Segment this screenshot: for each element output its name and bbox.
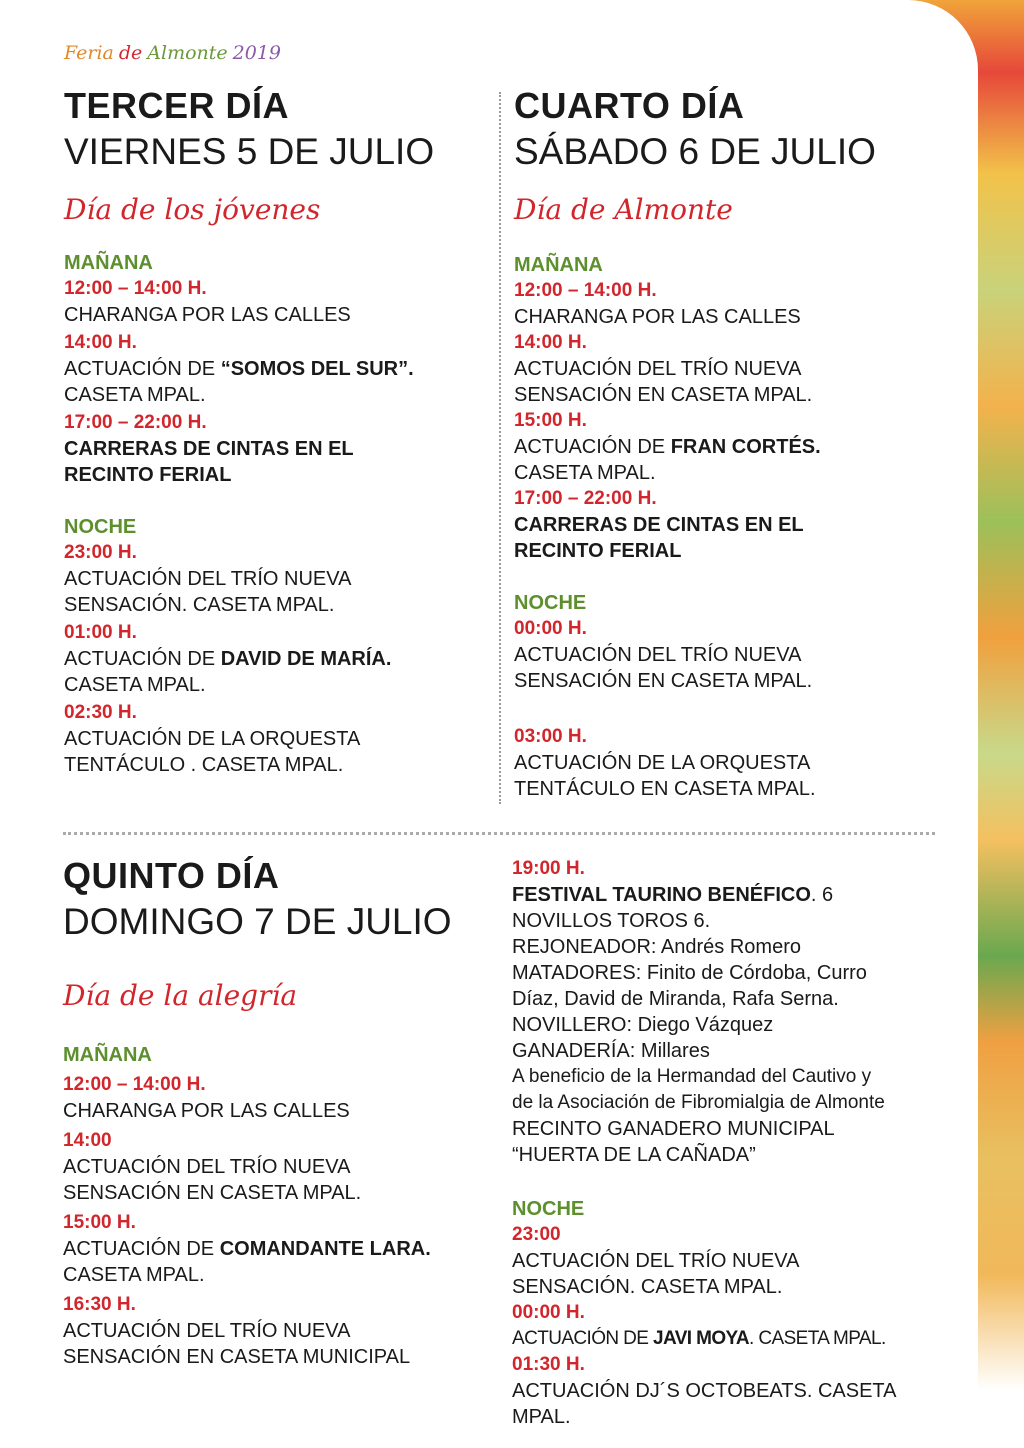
event-time: 03:00 H. [514, 726, 587, 747]
day3-column [64, 84, 484, 780]
event-time: 00:00 H. [512, 1302, 585, 1323]
day3-night-label: NOCHE [64, 516, 137, 538]
day3-subtitle: Día de los jóvenes [64, 193, 321, 226]
event-item [512, 1222, 952, 1300]
event-item [514, 616, 954, 694]
event-text: SENSACIÓN EN CASETA MPAL. [63, 1182, 362, 1204]
festival-event [512, 856, 952, 1168]
day4-column [514, 84, 954, 802]
event-text: SENSACIÓN. CASETA MPAL. [64, 594, 335, 616]
event-text [63, 1236, 493, 1262]
event-item [63, 1128, 493, 1206]
day4-morning-label: MAÑANA [514, 254, 603, 276]
festival-line: NOVILLOS TOROS 6. [512, 910, 711, 932]
event-time: 16:30 H. [63, 1294, 136, 1315]
festival-name: FESTIVAL TAURINO BENÉFICO [512, 884, 811, 906]
event-time: 17:00 – 22:00 H. [64, 412, 207, 433]
event-text: ACTUACIÓN DEL TRÍO NUEVA [514, 358, 802, 380]
day4-subtitle: Día de Almonte [514, 193, 733, 226]
event-time: 19:00 H. [512, 858, 585, 879]
event-text [512, 1326, 952, 1352]
event-time: 01:00 H. [64, 622, 137, 643]
event-text: SENSACIÓN EN CASETA MPAL. [514, 670, 813, 692]
header-word-2: de [118, 42, 143, 64]
festival-line: REJONEADOR: Andrés Romero [512, 936, 801, 958]
event-text: CHARANGA POR LAS CALLES [63, 1100, 350, 1122]
event-item [514, 330, 954, 408]
event-text-pre: ACTUACIÓN DE [63, 1238, 220, 1260]
festival-line: GANADERÍA: Millares [512, 1040, 710, 1062]
event-item [64, 330, 484, 408]
event-item [514, 724, 954, 802]
header-word-3: Almonte [147, 42, 228, 64]
event-time: 12:00 – 14:00 H. [64, 278, 207, 299]
event-item [514, 408, 954, 486]
event-text: MPAL. [512, 1406, 571, 1428]
festival-line: de la Asociación de Fibromialgia de Almonte [512, 1092, 885, 1113]
event-time: 15:00 H. [63, 1212, 136, 1233]
event-time: 23:00 H. [64, 542, 137, 563]
event-time: 02:30 H. [64, 702, 137, 723]
day5-date: DOMINGO 7 DE JULIO [63, 901, 452, 942]
event-time: 12:00 – 14:00 H. [514, 280, 657, 301]
event-text: ACTUACIÓN DJ´S OCTOBEATS. CASETA [512, 1380, 897, 1402]
day5-column [63, 854, 493, 1372]
event-time: 12:00 – 14:00 H. [63, 1074, 206, 1095]
day5-right-column [512, 856, 952, 1430]
event-item [63, 1210, 493, 1288]
event-performer: JAVI MOYA [653, 1328, 750, 1349]
event-time: 15:00 H. [514, 410, 587, 431]
event-text: SENSACIÓN EN CASETA MUNICIPAL [63, 1346, 411, 1368]
event-text-bold: RECINTO FERIAL [64, 464, 232, 486]
event-time: 00:00 H. [514, 618, 587, 639]
event-text: CHARANGA POR LAS CALLES [514, 306, 801, 328]
festival-line: MATADORES: Finito de Córdoba, Curro [512, 962, 867, 984]
event-text: ACTUACIÓN DEL TRÍO NUEVA [64, 568, 352, 590]
event-text: ACTUACIÓN DEL TRÍO NUEVA [514, 644, 802, 666]
event-text: SENSACIÓN EN CASETA MPAL. [514, 384, 813, 406]
event-venue: CASETA MPAL. [64, 674, 206, 696]
event-item [514, 486, 954, 564]
event-text-post: . CASETA MPAL. [749, 1328, 886, 1349]
event-time: 14:00 H. [64, 332, 137, 353]
column-divider [499, 92, 501, 804]
event-item [64, 410, 484, 488]
event-text: ACTUACIÓN DEL TRÍO NUEVA [512, 1250, 800, 1272]
event-item [64, 620, 484, 698]
festival-title-after: . 6 [810, 884, 834, 906]
event-text: ACTUACIÓN DE LA ORQUESTA [64, 728, 361, 750]
event-performer: COMANDANTE LARA. [219, 1238, 431, 1260]
event-time: 14:00 H. [514, 332, 587, 353]
day3-morning-label: MAÑANA [64, 252, 153, 274]
event-text [514, 434, 954, 460]
day4-date: SÁBADO 6 DE JULIO [514, 131, 876, 172]
event-text [64, 646, 484, 672]
festival-line: RECINTO GANADERO MUNICIPAL [512, 1118, 835, 1140]
event-venue: CASETA MPAL. [63, 1264, 205, 1286]
fair-header [64, 42, 286, 64]
event-text-pre: ACTUACIÓN DE [512, 1328, 654, 1349]
header-year: 2019 [232, 42, 282, 64]
event-item [63, 1292, 493, 1370]
event-performer: DAVID DE MARÍA. [220, 648, 392, 670]
event-text-pre: ACTUACIÓN DE [64, 648, 221, 670]
header-word-1: Feria [64, 42, 114, 64]
day4-title: CUARTO DÍA [514, 85, 745, 126]
event-text-bold: CARRERAS DE CINTAS EN EL [64, 438, 354, 460]
event-text-pre: ACTUACIÓN DE [514, 436, 671, 458]
event-item [64, 276, 484, 328]
event-text: CHARANGA POR LAS CALLES [64, 304, 351, 326]
event-time: 23:00 [512, 1224, 561, 1245]
event-venue: CASETA MPAL. [64, 384, 206, 406]
event-text: ACTUACIÓN DEL TRÍO NUEVA [63, 1156, 351, 1178]
event-text-pre: ACTUACIÓN DE [64, 358, 221, 380]
event-text-bold: CARRERAS DE CINTAS EN EL [514, 514, 804, 536]
event-item [64, 700, 484, 778]
event-text: ACTUACIÓN DEL TRÍO NUEVA [63, 1320, 351, 1342]
day5-subtitle: Día de la alegría [63, 979, 298, 1012]
event-time: 14:00 [63, 1130, 112, 1151]
festival-line: NOVILLERO: Diego Vázquez [512, 1014, 774, 1036]
event-item [512, 1352, 952, 1430]
day3-date: VIERNES 5 DE JULIO [64, 131, 435, 172]
event-time: 01:30 H. [512, 1354, 585, 1375]
festival-line: Díaz, David de Miranda, Rafa Serna. [512, 988, 839, 1010]
event-text: SENSACIÓN. CASETA MPAL. [512, 1276, 783, 1298]
event-item [512, 1300, 952, 1352]
event-performer: FRAN CORTÉS. [670, 436, 821, 458]
day5-title: QUINTO DÍA [63, 855, 280, 896]
event-performer: “SOMOS DEL SUR”. [220, 358, 414, 380]
event-venue: CASETA MPAL. [514, 462, 656, 484]
event-text [64, 356, 484, 382]
event-text-bold: RECINTO FERIAL [514, 540, 682, 562]
festival-line: A beneficio de la Hermandad del Cautivo y [512, 1066, 872, 1087]
festival-title [512, 882, 952, 908]
section-divider [63, 832, 935, 835]
event-item [64, 540, 484, 618]
festival-line: “HUERTA DE LA CAÑADA” [512, 1144, 756, 1166]
event-text: TENTÁCULO . CASETA MPAL. [64, 754, 344, 776]
day5-night-label: NOCHE [512, 1198, 585, 1220]
day5-morning-label: MAÑANA [63, 1044, 152, 1066]
event-text: TENTÁCULO EN CASETA MPAL. [514, 778, 816, 800]
event-time: 17:00 – 22:00 H. [514, 488, 657, 509]
event-item [514, 278, 954, 330]
day3-title: TERCER DÍA [64, 85, 290, 126]
event-text: ACTUACIÓN DE LA ORQUESTA [514, 752, 811, 774]
event-item [63, 1072, 493, 1124]
day4-night-label: NOCHE [514, 592, 587, 614]
